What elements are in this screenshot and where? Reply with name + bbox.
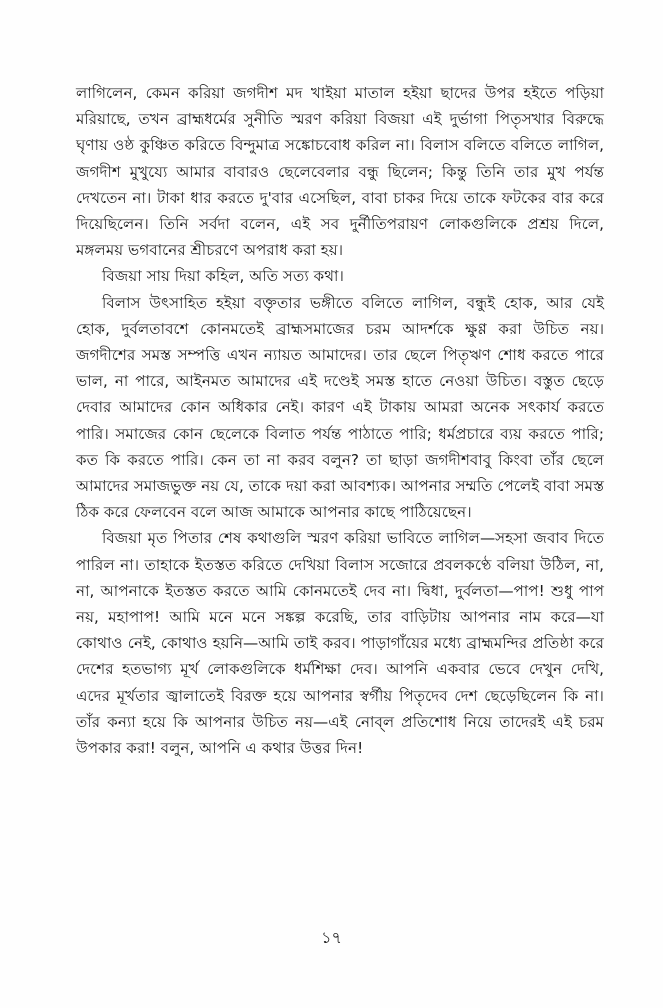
paragraph: বিজয়া সায় দিয়া কহিল, অতি সত্য কথা।	[102, 267, 344, 286]
paragraph-continued: লাগিলেন, কেমন করিয়া জগদীশ মদ খাইয়া মাতাল হইয়া ছাদের উপর হইতে পড়িয়া মরিয়াছে, তখন ব্রাহ্মধর্মের সুনীতি স্মরণ করিয়া বিজয়া এই দুর্ভাগা পিতৃসখার বিরুদ্ধে ঘৃণায় ওষ্ঠ কুঞ্চিত করিতে বিন্দুমাত্র সঙ্কোচবোধ করিল না। বিলাস বলিতে বলিতে লাগিল, জগদীশ মুখুয্যে আমার বাবারও ছেলেবেলার বন্ধু ছিলেন; কিন্তু তিনি তার মুখ পর্যন্ত দেখতেন না। টাকা ধার করতে দু'বার এসেছিল, বাবা চাকর দিয়ে তাকে ফটকের বার করে দিয়েছিলেন। তিনি সর্বদা বলেন, এই সব দুর্নীতিপরায়ণ লোকগুলিকে প্রশ্রয় দিলে, মঙ্গলময় ভগবানের শ্রীচরণে অপরাধ করা হয়।	[76, 84, 604, 260]
paragraph: বিজয়া মৃত পিতার শেষ কথাগুলি স্মরণ করিয়া ভাবিতে লাগিল—সহসা জবাব দিতে পারিল না। তাহাকে ইতস্তত করিতে দেখিয়া বিলাস সজোরে প্রবলকণ্ঠে বলিয়া উঠিল, না, না, আপনাকে ইতস্তত করতে আমি কোনমতেই দেব না। দ্বিধা, দুর্বলতা—পাপ! শুধু পাপ নয়, মহাপাপ! আমি মনে মনে সঙ্কল্প করেছি, তার বাড়িটায় আপনার নাম করে—যা কোথাও নেই, কোথাও হয়নি—আমি তাই করব। পাড়াগাঁয়ের মধ্যে ব্রাহ্মমন্দির প্রতিষ্ঠা করে দেশের হতভাগ্য মূর্খ লোকগুলিকে ধর্মশিক্ষা দেব। আপনি একবার ভেবে দেখুন দেখি, এদের মূর্খতার জ্বালাতেই বিরক্ত হয়ে আপনার স্বর্গীয় পিতৃদেব দেশ ছেড়েছিলেন কি না। তাঁর কন্যা হয়ে কি আপনার উচিত নয়—এই নোব্‌ল প্রতিশোধ নিয়ে তাদেরই এই চরম উপকার করা! বলুন, আপনি এ কথার উত্তর দিন!	[76, 529, 604, 758]
page-number: ১৭	[321, 928, 342, 947]
body-text	[76, 80, 604, 761]
paragraph: বিলাস উৎসাহিত হইয়া বক্তৃতার ভঙ্গীতে বলিতে লাগিল, বন্ধুই হোক, আর যেই হোক, দুর্বলতাবশে কোনমতেই ব্রাহ্মসমাজের চরম আদর্শকে ক্ষুণ্ণ করা উচিত নয়। জগদীশের সমস্ত সম্পত্তি এখন ন্যায়ত আমাদের। তার ছেলে পিতৃঋণ শোধ করতে পারে ভাল, না পারে, আইনমত আমাদের এই দণ্ডেই সমস্ত হাতে নেওয়া উচিত। বস্তুত ছেড়ে দেবার আমাদের কোন অধিকার নেই। কারণ এই টাকায় আমরা অনেক সৎকার্য করতে পারি। সমাজের কোন ছেলেকে বিলাত পর্যন্ত পাঠাতে পারি; ধর্মপ্রচারে ব্যয় করতে পারি; কত কি করতে পারি। কেন তা না করব বলুন? তা ছাড়া জগদীশবাবু কিংবা তাঁর ছেলে আমাদের সমাজভুক্ত নয় যে, তাকে দয়া করা আবশ্যক। আপনার সম্মতি পেলেই বাবা সমস্ত ঠিক করে ফেলবেন বলে আজ আমাকে আপনার কাছে পাঠিয়েছেন।	[76, 293, 604, 522]
